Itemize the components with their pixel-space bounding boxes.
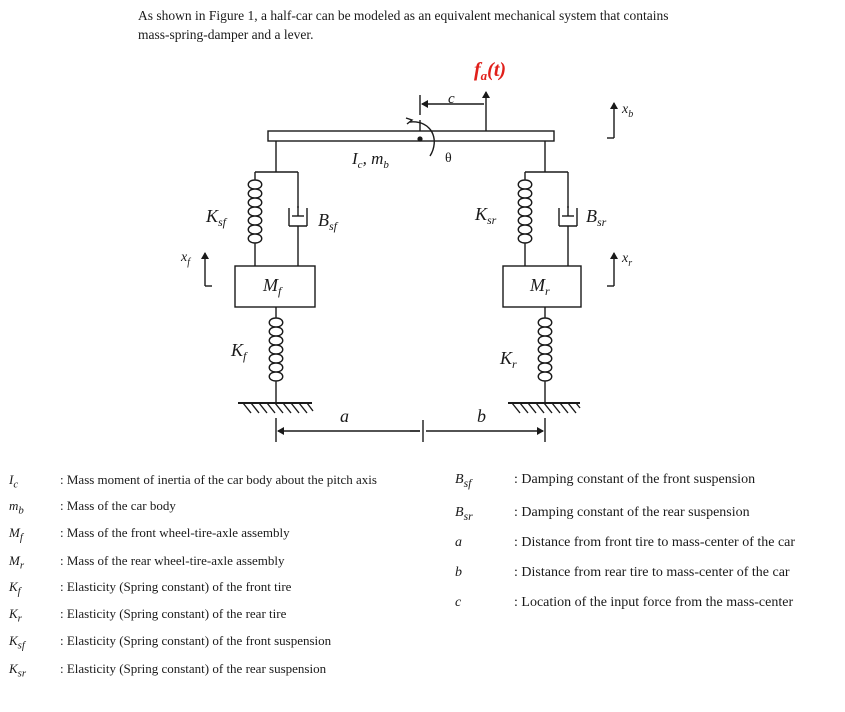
ksr-label: $K_{sr}$ [475,204,497,227]
c-label: c [448,91,455,107]
legend-symbol: $m_b$ [9,498,24,517]
xr-label: $x_r$ [622,251,633,269]
legend-description: : Distance from front tire to mass-center of the car [514,535,796,550]
legend-description: : Damping constant of the front suspension [514,472,756,487]
pitch-rotation-arrowhead [406,118,412,124]
xb-arrow [607,103,614,138]
legend-description: : Elasticity (Spring constant) of the front suspension [60,633,332,648]
mass-center-dot [417,136,422,141]
rear-suspension-spring [518,172,532,266]
front-ground [238,403,313,413]
xr-arrow [607,253,614,286]
intro-line-2: mass-spring-damper and a lever. [138,27,314,42]
legend-symbol: a [455,535,462,550]
theta-label: θ [445,151,452,166]
b-label: b [477,406,486,426]
front-suspension-damper [289,172,307,266]
legend-symbol: $B_{sr}$ [455,505,473,523]
dimension-a-b [276,418,545,442]
xf-arrow [205,253,212,286]
legend-symbol: $B_{sf}$ [455,472,472,490]
legend-description: : Damping constant of the rear suspension [514,505,750,520]
legend-description: : Location of the input force from the mass-center [514,595,794,610]
mr-label: $M_r$ [530,275,550,298]
kf-label: $K_f$ [231,340,247,363]
intro-line-1: As shown in Figure 1, a half-car can be modeled as an equivalent mechanical system that contains [138,8,669,23]
legend-description: : Elasticity (Spring constant) of the front tire [60,579,292,594]
legend-description: : Elasticity (Spring constant) of the rear tire [60,606,287,621]
front-suspension-spring [248,172,262,266]
bsf-label: $B_{sf}$ [318,210,338,233]
legend-symbol: b [455,565,462,580]
legend-symbol: $K_f$ [9,579,21,598]
legend-symbol: $M_f$ [9,525,23,544]
legend-description: : Mass moment of inertia of the car body about the pitch axis [60,472,377,487]
a-label: a [340,406,349,426]
ksf-label: $K_{sf}$ [206,206,227,229]
rear-suspension-damper [559,172,577,266]
front-tire-spring [269,307,283,403]
xf-label: $x_f$ [181,250,190,268]
legend-symbol: $M_r$ [9,553,25,572]
car-body-bar [268,131,554,141]
bsr-label: $B_{sr}$ [586,206,607,229]
rear-tire-spring [538,307,552,403]
legend-symbol: $I_c$ [9,472,19,491]
xb-label: $x_b$ [622,102,634,120]
legend-description: : Distance from rear tire to mass-center of the car [514,565,790,580]
body-inertia-mass-label: $I_c$, $m_b$ [352,149,389,171]
legend-description: : Mass of the front wheel-tire-axle assembly [60,525,290,540]
legend-symbol: $K_r$ [9,606,22,625]
kr-label: $K_r$ [500,348,517,371]
legend-symbol: c [455,595,462,610]
legend-description: : Mass of the car body [60,498,176,513]
legend-description: : Elasticity (Spring constant) of the rear suspension [60,661,327,676]
mf-label: $M_f$ [263,275,282,298]
legend-symbol: $K_{sf}$ [9,633,25,652]
force-label: $f_a(t)$ [474,59,507,83]
legend-symbol: $K_{sr}$ [9,661,27,680]
legend-description: : Mass of the rear wheel-tire-axle assembly [60,553,285,568]
rear-ground [508,403,580,413]
